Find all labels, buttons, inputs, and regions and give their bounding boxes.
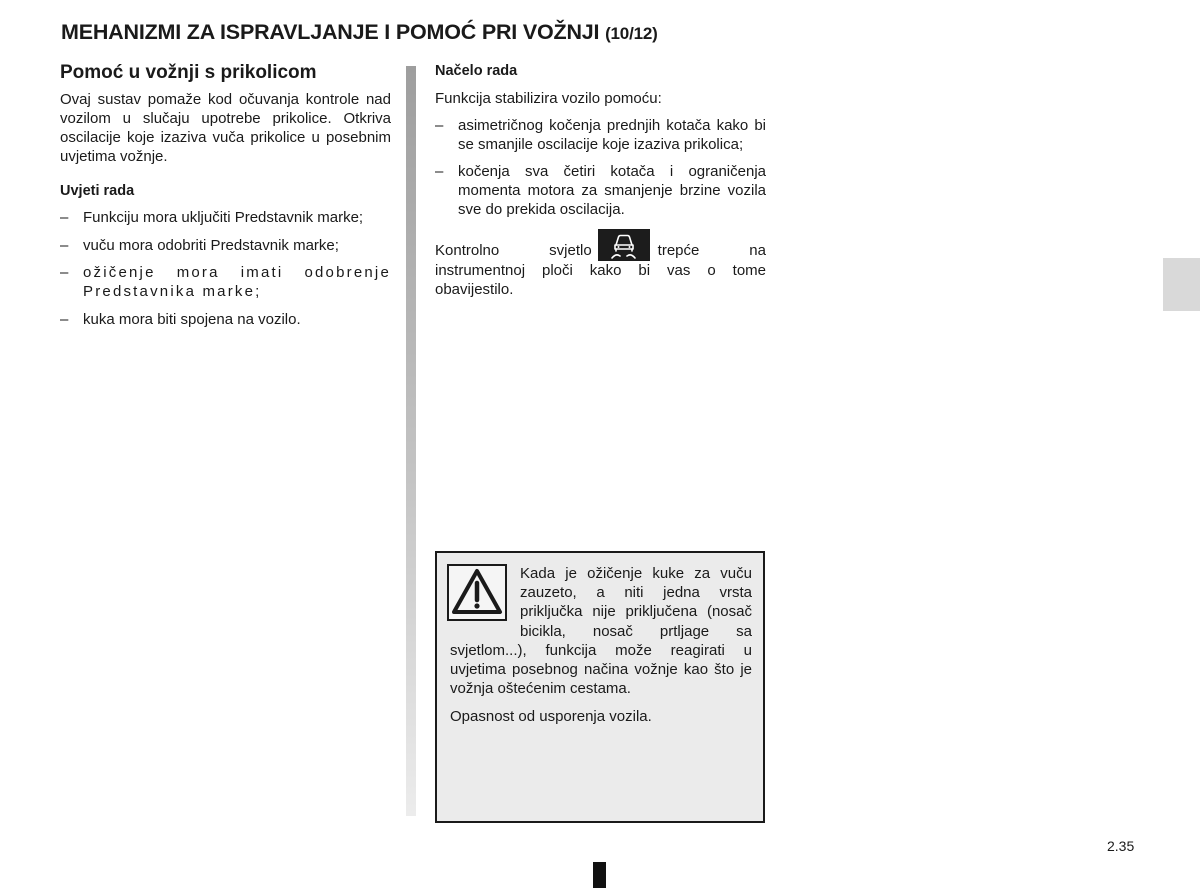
page-number: 2.35 <box>1107 838 1135 854</box>
dash-bullet: – <box>60 209 69 226</box>
left-column <box>60 62 391 339</box>
stability-control-warning-icon <box>598 229 650 261</box>
list-item: – Funkciju mora uključiti Predstavnik marke; <box>60 209 364 226</box>
list-item: – asimetričnog kočenja prednjih kotača kako bi se smanjile oscilacije koje izaziva prikolica; <box>435 117 766 153</box>
dash-bullet: – <box>435 117 444 134</box>
page-title-text: MEHANIZMI ZA ISPRAVLJANJE I POMOĆ PRI VOŽNJI <box>61 20 600 44</box>
list-item: – kuka mora biti spojena na vozilo. <box>60 310 301 328</box>
dash-bullet: – <box>60 264 69 282</box>
page-title <box>61 20 658 45</box>
conditions-list <box>60 209 391 330</box>
dash-bullet: – <box>60 236 69 254</box>
chapter-tab-marker <box>1163 258 1200 311</box>
warning-text: Kada je ožičenje kuke za vuču zauzeto, a niti jedna vrsta priključka nije priključena (nosač bicikla, nosač prtljage sa svjetlom...), funkcija može reagirati u uvjetima posebnog načina vožnje kao što je vožnja oštećenim cestama. <box>450 565 752 698</box>
dash-bullet: – <box>435 163 444 181</box>
warning-content <box>450 564 752 726</box>
principle-list <box>435 117 766 220</box>
section-title: Pomoć u vožnji s prikolicom <box>60 62 317 83</box>
dash-bullet: – <box>60 310 69 328</box>
middle-column <box>435 62 766 314</box>
principle-intro: Funkcija stabilizira vozilo pomoću: <box>435 90 662 107</box>
intro-paragraph: Ovaj sustav pomaže kod očuvanja kontrole nad vozilom u slučaju upotrebe prikolice. Otkriva oscilacije koje izaziva vuča prikolice u posebnim uvjetima vožnje. <box>60 91 391 165</box>
conditions-heading: Uvjeti rada <box>60 183 135 199</box>
page-title-suffix: (10/12) <box>605 24 658 43</box>
column-divider-bar <box>406 66 416 816</box>
list-item: – vuču mora odobriti Predstavnik marke; <box>60 236 339 254</box>
list-item: – kočenja sva četiri kotača i ograničenja momenta motora za smanjenje brzine vozila sve do prekida oscilacija. <box>435 163 766 218</box>
right-rule <box>1142 0 1143 888</box>
list-item: – ožičenje mora imati odobrenje Predstavnika marke; <box>60 264 391 301</box>
print-crop-mark <box>593 862 606 888</box>
warning-danger-text: Opasnost od usporenja vozila. <box>450 708 652 726</box>
indicator-paragraph: Kontrolno svjetlo trepće na instrumentnoj ploči kako bi vas o tome obavijestilo. <box>435 229 766 299</box>
warning-box <box>435 551 765 823</box>
principle-heading: Načelo rada <box>435 63 518 79</box>
